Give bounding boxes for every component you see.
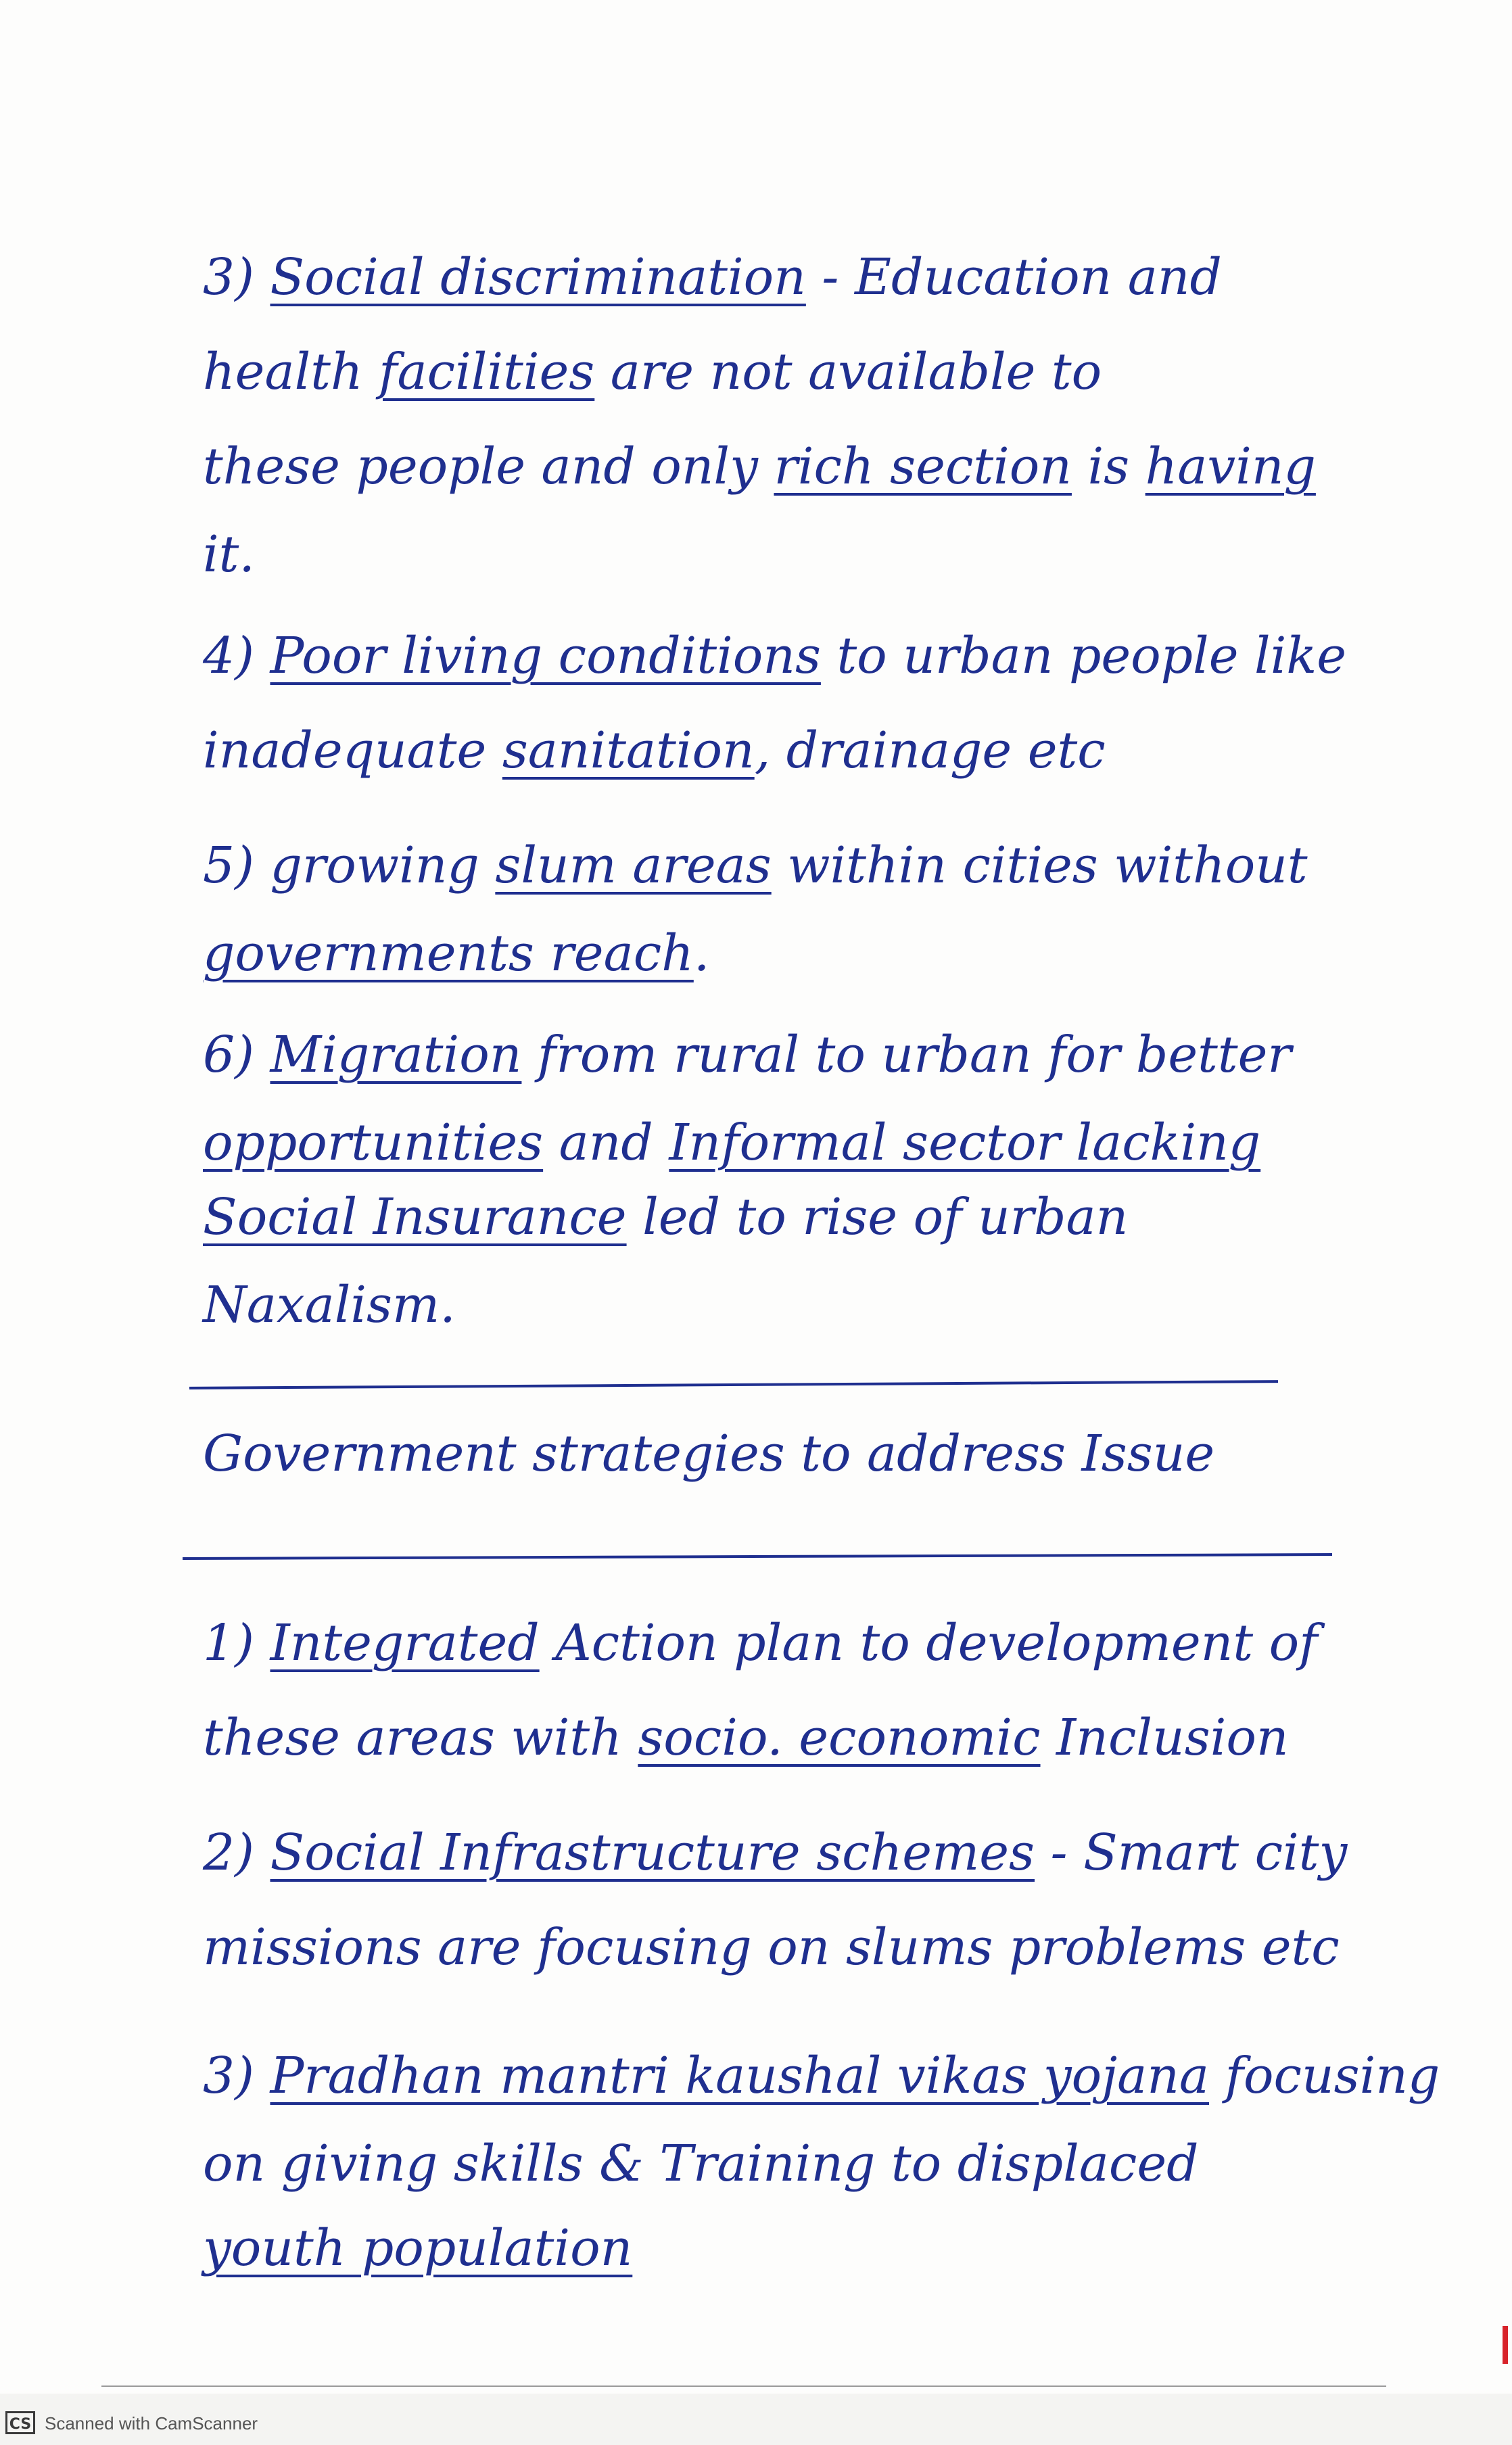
text-segment: these people and only	[203, 437, 774, 496]
text-segment: is	[1071, 437, 1145, 496]
line-pradhan-mantri	[203, 2042, 1440, 2110]
text-segment: within cities without	[771, 836, 1308, 895]
underlined-text: youth population	[203, 2219, 633, 2277]
line-health-facilities	[203, 338, 1366, 406]
underlined-text: governments reach	[203, 924, 694, 982]
text-segment: on giving skills & Training to displaced	[203, 2135, 1199, 2193]
underlined-text: rich section	[774, 437, 1072, 496]
underlined-text: opportunities	[203, 1114, 544, 1172]
text-segment: Action plan to development of	[539, 1614, 1318, 1672]
underlined-text: Social Insurance	[203, 1188, 627, 1246]
text-segment: Government strategies to address Issue	[203, 1425, 1215, 1483]
underlined-text: Pradhan mantri kaushal vikas yojana	[270, 2047, 1210, 2105]
text-segment: inadequate	[203, 721, 502, 780]
text-segment: it.	[203, 525, 255, 584]
line-socio-economic	[203, 1704, 1366, 1772]
text-segment: 1)	[203, 1614, 270, 1672]
divider-bottom	[183, 1553, 1332, 1560]
scan-bottom-line	[101, 2385, 1386, 2387]
scan-edge-mark	[1503, 2326, 1508, 2364]
line-youth-population	[203, 2214, 1366, 2282]
section-heading	[203, 1420, 1366, 1488]
line-poor-living	[203, 622, 1366, 690]
underlined-text: Social Infrastructure schemes	[270, 1824, 1035, 1882]
line-rich-section	[203, 433, 1366, 500]
text-segment: - Smart city	[1035, 1824, 1348, 1882]
text-segment: are not available to	[594, 343, 1102, 401]
line-slum-areas	[203, 832, 1366, 899]
line-social-insurance	[203, 1183, 1366, 1251]
text-segment: 4)	[203, 627, 270, 685]
line-integrated-action	[203, 1609, 1366, 1677]
line-social-infrastructure	[203, 1819, 1366, 1886]
line-social-discrimination	[203, 243, 1366, 311]
underlined-text: Migration	[270, 1026, 522, 1084]
text-segment: - Education and	[805, 248, 1222, 306]
text-segment: Inclusion	[1040, 1709, 1289, 1767]
text-segment: missions are focusing on slums problems etc	[203, 1918, 1340, 1976]
text-segment: these areas with	[203, 1709, 638, 1767]
underlined-text: Integrated	[270, 1614, 540, 1672]
underlined-text: slum areas	[495, 836, 772, 895]
divider-top	[189, 1380, 1278, 1390]
line-it	[203, 521, 1366, 588]
line-opportunities	[203, 1109, 1366, 1177]
line-governments-reach	[203, 920, 1366, 987]
text-segment: and	[543, 1114, 669, 1172]
underlined-text: facilities	[379, 343, 595, 401]
underlined-text: sanitation	[502, 721, 755, 780]
text-segment: Naxalism.	[203, 1276, 456, 1334]
underlined-text: Informal sector lacking	[669, 1114, 1261, 1172]
underlined-text: Social discrimination	[270, 248, 806, 306]
text-segment: focusing	[1209, 2047, 1440, 2105]
text-segment: to urban people like	[820, 627, 1346, 685]
camscanner-logo-icon: CS	[5, 2411, 35, 2434]
line-skills-training	[203, 2130, 1366, 2198]
underlined-text: having	[1145, 437, 1316, 496]
underlined-text: socio. economic	[638, 1709, 1041, 1767]
text-segment: led to rise of urban	[626, 1188, 1129, 1246]
line-naxalism	[203, 1271, 1366, 1339]
text-segment: 6)	[203, 1026, 270, 1084]
text-segment: 2)	[203, 1824, 270, 1882]
text-segment: 3)	[203, 2047, 270, 2105]
text-segment: .	[693, 924, 710, 982]
text-segment: 5) growing	[203, 836, 496, 895]
line-migration	[203, 1021, 1366, 1089]
text-segment: health	[203, 343, 379, 401]
text-segment: from rural to urban for better	[521, 1026, 1292, 1084]
line-missions	[203, 1914, 1366, 1981]
text-segment: 3)	[203, 248, 270, 306]
camscanner-watermark: Scanned with CamScanner	[45, 2413, 258, 2434]
text-segment: , drainage etc	[754, 721, 1106, 780]
line-sanitation	[203, 717, 1366, 784]
underlined-text: Poor living conditions	[270, 627, 821, 685]
